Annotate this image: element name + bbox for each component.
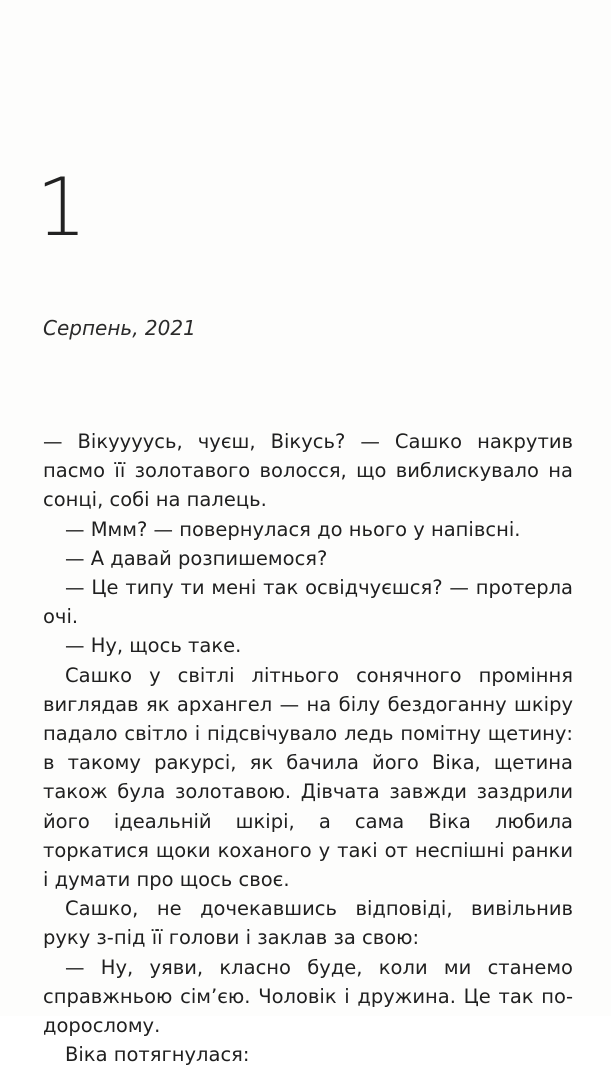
paragraph: — Це типу ти мені так освідчуєшся? — протерла очі. [43,576,573,629]
chapter-number: 1 [36,161,87,254]
paragraph: — Вікуууусь, чуєш, Вікусь? — Сашко накрутив пасмо її золотавого волосся, що виблискувало на сонці, собі на палець. [43,430,573,512]
body-text [43,427,573,1069]
paragraph: Сашко, не дочекавшись відповіді, вивільнив руку з-під її голови і заклав за свою: [43,897,573,950]
paragraph: — Ммм? — повернулася до нього у напівсні. [65,517,521,541]
paragraph: Сашко у світлі літнього сонячного проміння виглядав як архангел — на білу бездоганну шкіру падало світло і підсвічувало ледь помітну щетину: в такому ракурсі, як бачила його Віка, щетина також була золотавою. Дівчата завжди заздрили його ідеальній шкірі, а сама Віка любила торкатися щоки коханого у такі от неспішні ранки і думати про щось своє. [43,663,573,892]
paragraph: — А давай розпишемося? [65,546,328,570]
paragraph: — Ну, уяви, класно буде, коли ми станемо справжньою сім’єю. Чоловік і дружина. Це так по-дорослому. [43,955,573,1038]
chapter-date: Серпень, 2021 [43,316,196,340]
paragraph: Віка потягнулася: [65,1043,250,1067]
paragraph: — Ну, щось таке. [65,634,242,658]
